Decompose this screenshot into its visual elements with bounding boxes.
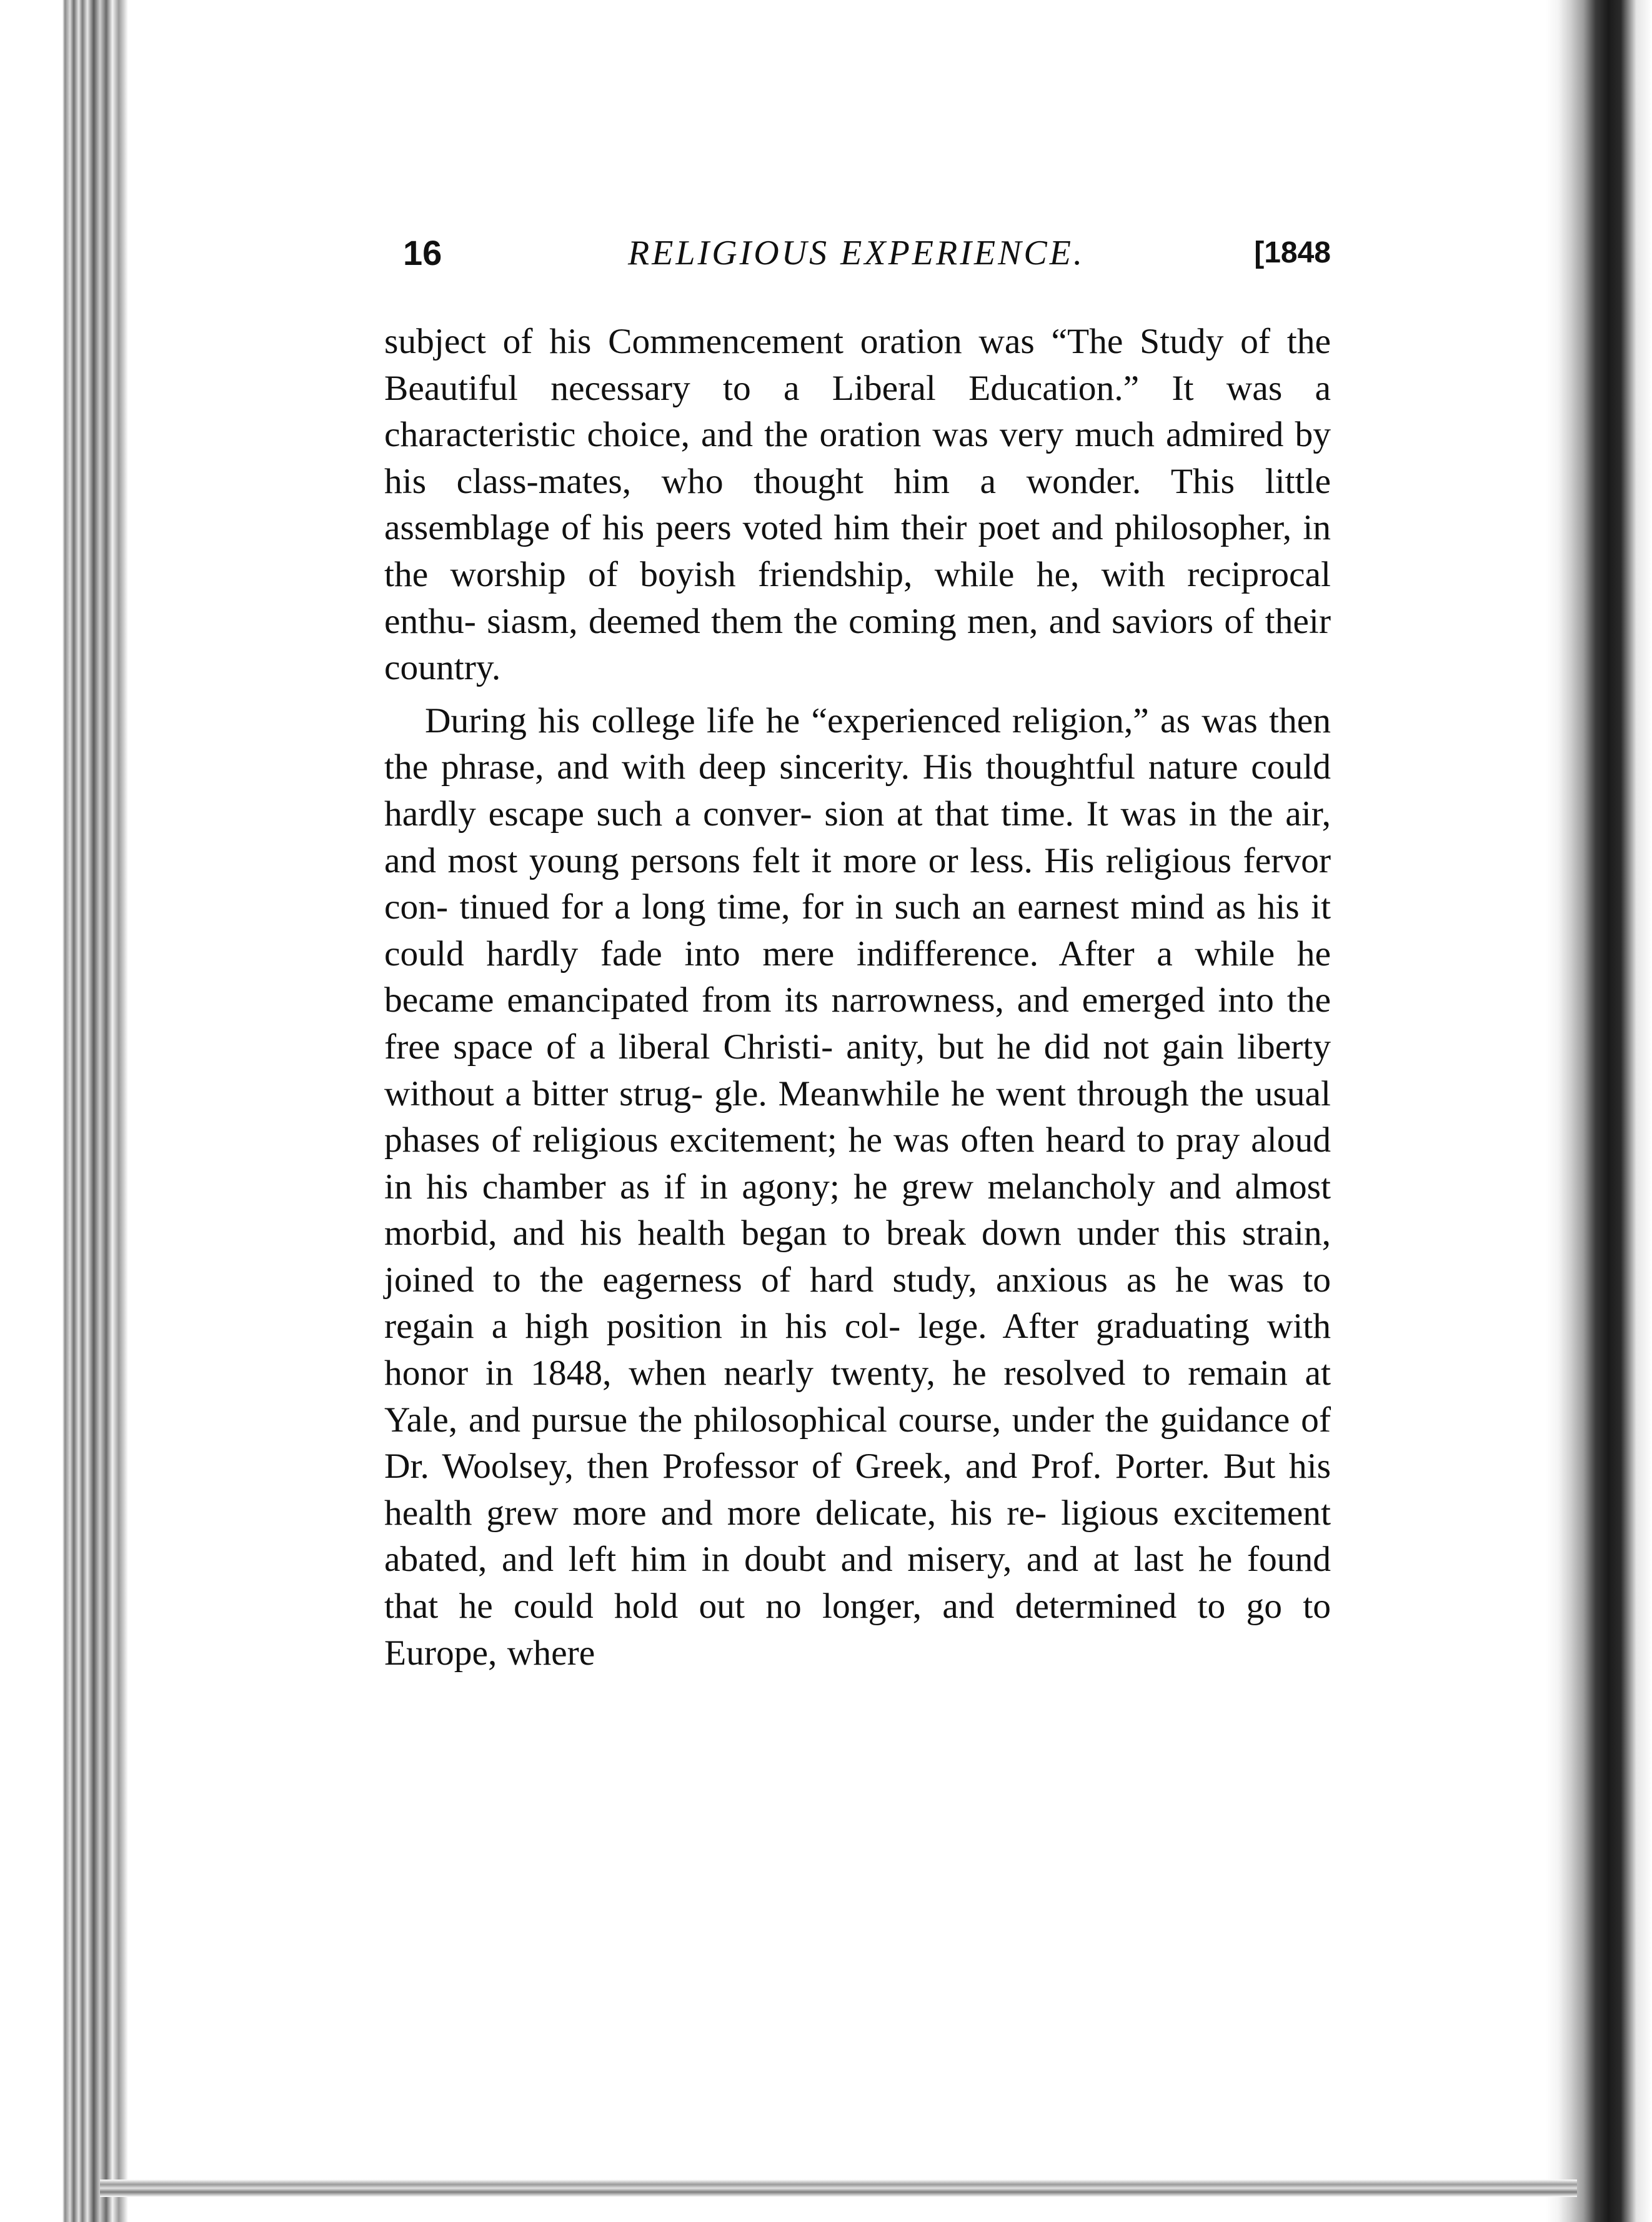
page-number: 16 xyxy=(403,233,442,272)
paragraph-2: During his college life he “experienced religion,” as was then the phrase, and with deep sincerity. His thoughtful nature could hardly escape such a conver- sion at that time. It was in the air, and most young persons felt it more or less. His religious fervor con- tinued for a long time, for in such an earnest mind as his it could hardly fade into mere indifference. After a while he became emancipated from its narrowness, and emerged into the free space of a liberal Christi- anity, but he did not gain liberty without a bitter strug- gle. Meanwhile he went through the usual phases of religious excitement; he was often heard to pray aloud in his chamber as if in agony; he grew melancholy and almost morbid, and his health began to break down under this strain, joined to the eagerness of hard study, anxious as he was to regain a high position in his col- lege. After graduating with honor in 1848, when nearly twenty, he resolved to remain at Yale, and pursue the philosophical course, under the guidance of Dr. Woolsey, then Professor of Greek, and Prof. Porter. But his health grew more and more delicate, his re- ligious excitement abated, and left him in doubt and misery, and at last he found that he could hold out no longer, and determined to go to Europe, where xyxy=(384,700,1331,1673)
left-page-edge xyxy=(0,0,144,2222)
bottom-page-edge xyxy=(100,2180,1577,2197)
body-text xyxy=(384,319,1331,1676)
running-title: RELIGIOUS EXPERIENCE. xyxy=(628,234,1085,272)
paragraph-1: subject of his Commencement oration was “The Study of the Beautiful necessary to a Liberal Education.” It was a characteristic choice, and the oration was very much admired by his class-mates, who thought him a wonder. This little assemblage of his peers voted him their poet and philosopher, in the worship of boyish friendship, while he, with reciprocal enthu- siasm, deemed them the coming men, and saviors of their country. xyxy=(384,322,1331,688)
right-binding-shadow xyxy=(1546,0,1652,2222)
running-head xyxy=(384,225,1331,281)
running-year: [1848 xyxy=(1254,236,1331,269)
book-page xyxy=(384,225,1331,1676)
